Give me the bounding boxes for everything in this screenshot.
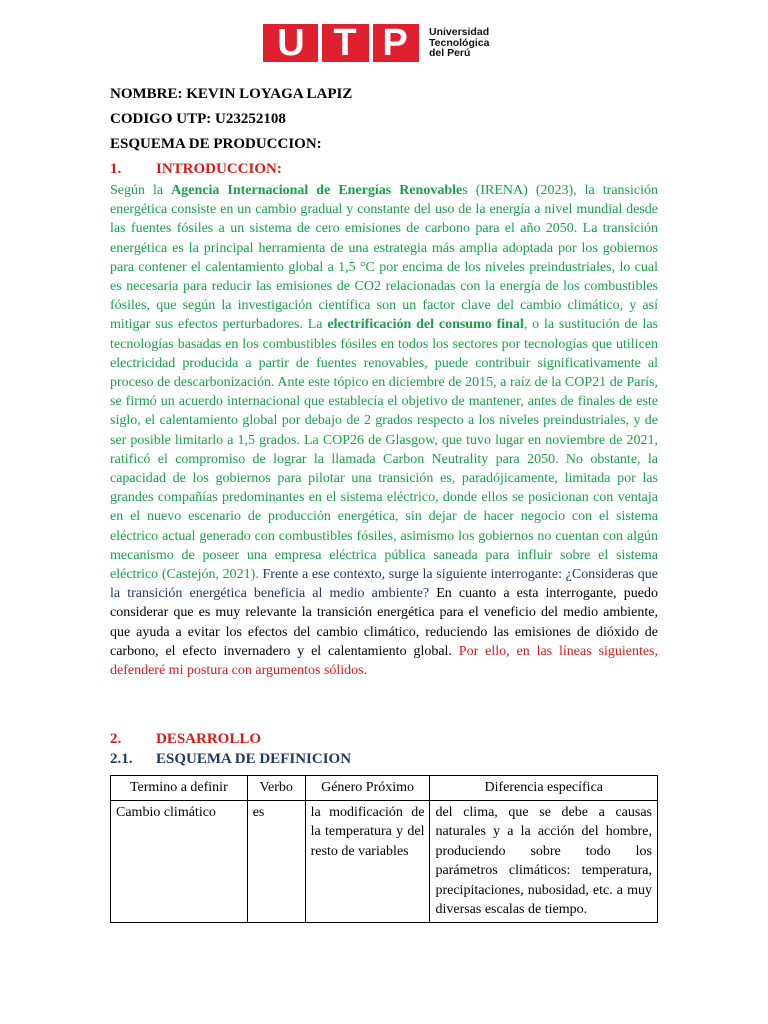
development-title: DESARROLLO [156, 731, 262, 747]
development-number: 2. [110, 731, 122, 747]
table-header-row [111, 776, 658, 801]
definition-heading [110, 751, 351, 768]
column-header: Género Próximo [305, 776, 430, 801]
intro-title: INTRODUCCION: [156, 161, 282, 177]
logo-text-line: Universidad [429, 26, 490, 39]
development-heading [110, 731, 261, 748]
author-position: En cuanto a esta interrogante, puedo considerar que es muy relevante la transición energética para el veneficio del medio ambiente, que ayuda a evitar los efectos del cambio climático, reduciendo las emisiones de dióxido de carbono, el efecto invernadero y el calentamiento global. [110, 586, 658, 659]
logo-separator [369, 24, 373, 62]
definition-table [110, 775, 658, 923]
logo-letter-t: T [333, 22, 357, 64]
column-header: Termino a definir [111, 776, 248, 801]
intro-text: Según la [110, 183, 172, 198]
student-code: CODIGO UTP: U23252108 [110, 111, 286, 127]
student-name: NOMBRE: KEVIN LOYAGA LAPIZ [110, 86, 353, 102]
production-scheme-title: ESQUEMA DE PRODUCCION: [110, 136, 322, 152]
logo-separator [318, 24, 322, 62]
term-cell: Cambio climático [111, 800, 248, 922]
logo-mark [263, 24, 419, 62]
definition-number: 2.1. [110, 751, 133, 767]
intro-heading [110, 161, 282, 178]
definition-title: ESQUEMA DE DEFINICION [156, 751, 352, 767]
genus-cell: la modificación de la temperatura y del resto de variables [305, 800, 430, 922]
intro-text: s (IRENA) (2023), la transición energética consiste en un cambio gradual y constante del uso de la energía a nivel mundial desde las fuentes fósiles a un sistema de cero emisiones de carbono para el año 2050. La transición energética es la principal herramienta de una estrategia más amplia adoptada por los gobiernos para contener el calentamiento global a 1,5 °C por encima de los niveles preindustriales, lo cual es necesaria para reducir las emisiones de CO2 relacionadas con la energía de los combustibles fósiles, que según la investigación científica son un factor clave del cambio climático, y así mitigar sus efectos perturbadores. La [110, 183, 658, 333]
logo-text-line: del Perú [429, 47, 471, 60]
logo-text-line: Tecnológica [429, 36, 490, 49]
electrification-term: electrificación del consumo final [327, 317, 524, 333]
utp-logo [263, 24, 489, 62]
difference-cell: del clima, que se debe a causas naturales y a la acción del hombre, produciendo sobre todo los parámetros climáticos: temperatura, precipitaciones, nubosidad, etc. a muy diversas escalas de tiempo. [430, 800, 658, 922]
table-row [111, 800, 658, 922]
column-header: Diferencia específica [430, 776, 658, 801]
intro-paragraph [110, 181, 658, 680]
irena-name: Agencia Internacional de Energías Renovable [171, 183, 463, 198]
verb-cell: es [247, 800, 305, 922]
intro-number: 1. [110, 161, 122, 177]
logo-letter-u: U [277, 22, 305, 64]
column-header: Verbo [247, 776, 305, 801]
research-question: Frente a ese contexto, surge la siguiente interrogante: ¿Consideras que la transición energética beneficia al medio ambiente? [110, 567, 658, 602]
thesis-statement: Por ello, en las líneas siguientes, defenderé mi postura con argumentos sólidos. [110, 643, 658, 679]
logo-letter-p: P [382, 22, 408, 64]
intro-text: , o la sustitución de las tecnologías basadas en los combustibles fósiles en todos los sectores por tecnologías que utilicen electricidad producida a partir de fuentes renovables, puede contribuir significativamente al proceso de descarbonización. Ante este tópico en diciembre de 2015, a raíz de la COP21 de París, se firmó un acuerdo internacional que establecía el objetivo de mantener, antes de finales de este siglo, el calentamiento global por debajo de 2 grados respecto a los niveles preindustriales, y de ser posible limitarlo a 1,5 grados. La COP26 de Glasgow, que tuvo lugar en noviembre de 2021, ratificó el compromiso de lograr la llamada Carbon Neutrality para 2050. No obstante, la capacidad de los gobiernos para pilotar una transición es, paradójicamente, limitada por las grandes compañías predominantes en el sistema eléctrico, donde ellos se posicionan con ventaja en el nuevo escenario de producción energética, sin dejar de hacer negocio con el sistema eléctrico actual generado con combustibles fósiles, asimismo los gobiernos no cuentan con algún mecanismo de poseer una empresa eléctrica pública saneada para influir sobre el sistema eléctrico (Castejón, 2021). [110, 317, 658, 583]
logo-wordmark [429, 27, 489, 59]
